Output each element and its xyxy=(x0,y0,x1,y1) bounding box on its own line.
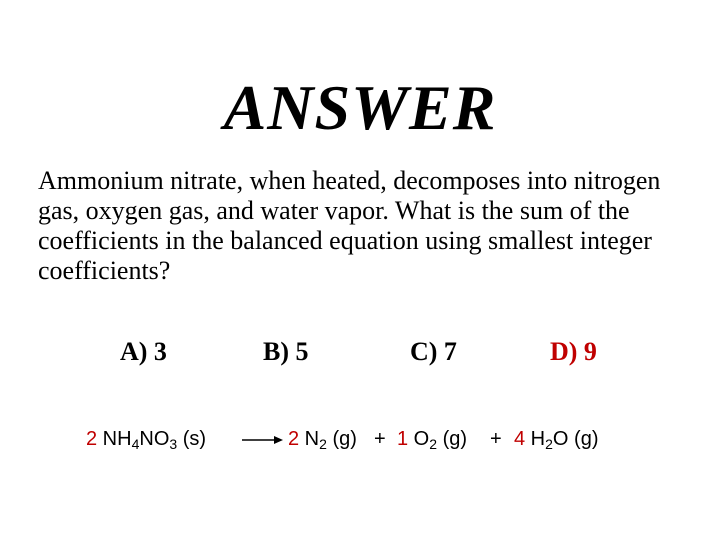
page-title: ANSWER xyxy=(223,72,497,143)
product-nitrogen xyxy=(288,424,357,454)
reactant-coefficient: 2 xyxy=(86,428,98,450)
formula-part: NH xyxy=(97,428,132,450)
product-coefficient: 2 xyxy=(288,428,300,450)
subscript: 4 xyxy=(131,436,140,452)
subscript: 2 xyxy=(429,436,438,452)
plus-sign: + xyxy=(490,428,502,450)
subscript: 2 xyxy=(545,436,553,452)
state-label: (g) xyxy=(437,428,468,450)
state-label: (g) xyxy=(568,428,599,450)
formula-part: O xyxy=(552,428,569,450)
choice-c: C) 7 xyxy=(410,337,457,366)
question-text: Ammonium nitrate, when heated, decomposes into nitrogen gas, oxygen gas, and water vapor. What is the sum of the coefficients in the balanced equation using smallest integer coefficients? xyxy=(38,166,661,285)
formula-part: N xyxy=(299,428,320,450)
formula-part: NO xyxy=(139,428,170,450)
formula-part: O xyxy=(408,428,430,450)
plus-sign: + xyxy=(374,428,386,450)
balanced-equation xyxy=(0,424,720,460)
subscript: 3 xyxy=(169,436,178,452)
product-coefficient: 1 xyxy=(397,428,409,450)
reaction-arrow-icon xyxy=(242,433,284,447)
reactant-ammonium-nitrate xyxy=(86,424,206,454)
choice-b: B) 5 xyxy=(263,337,309,366)
product-coefficient: 4 xyxy=(514,428,526,450)
choice-d-correct-answer: D) 9 xyxy=(550,337,597,366)
product-water xyxy=(514,424,598,454)
formula-part: H xyxy=(525,428,546,450)
subscript: 2 xyxy=(319,436,327,452)
choice-a: A) 3 xyxy=(120,337,167,366)
state-label: (g) xyxy=(326,428,357,450)
product-oxygen xyxy=(397,424,467,454)
state-label: (s) xyxy=(177,428,207,450)
